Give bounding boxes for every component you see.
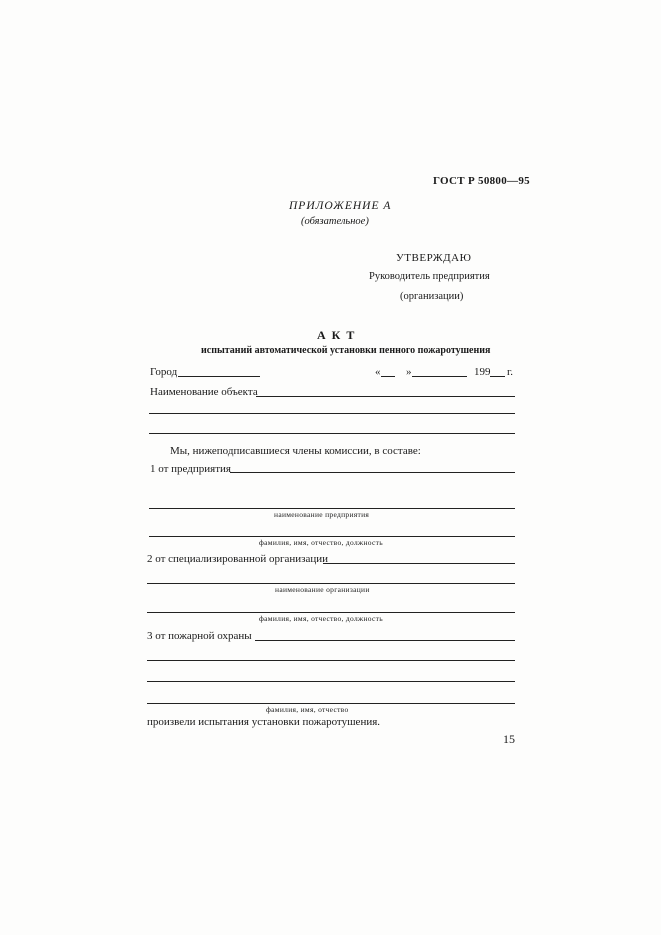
page-number: 15 xyxy=(503,732,515,746)
member1-field-line[interactable] xyxy=(230,472,515,473)
object-label: Наименование объекта xyxy=(150,386,258,398)
approval-heading: УТВЕРЖДАЮ xyxy=(396,252,472,264)
member2-field-line[interactable] xyxy=(323,563,515,564)
member2-person-line[interactable] xyxy=(147,612,515,613)
member3-caption-person: фамилия, имя, отчество xyxy=(266,705,349,714)
year-prefix: 199 xyxy=(474,366,491,378)
member3-person-line[interactable] xyxy=(147,703,515,704)
day-field-line[interactable] xyxy=(381,376,395,377)
member2-caption-name: наименование организации xyxy=(275,585,370,594)
act-title: АКТ xyxy=(317,328,361,342)
member1-caption-person: фамилия, имя, отчество, должность xyxy=(259,538,383,547)
member2-caption-person: фамилия, имя, отчество, должность xyxy=(259,614,383,623)
appendix-subtitle: (обязательное) xyxy=(301,216,369,227)
object-field-line-3[interactable] xyxy=(149,433,515,434)
member2-name-line[interactable] xyxy=(147,583,515,584)
approval-head: Руководитель предприятия xyxy=(369,271,490,282)
city-label: Город xyxy=(150,366,178,378)
year-suffix: г. xyxy=(507,366,514,378)
member3-field-line[interactable] xyxy=(255,640,515,641)
act-subtitle: испытаний автоматической установки пенного пожаротушения xyxy=(201,345,491,356)
commission-intro: Мы, нижеподписавшиеся члены комиссии, в составе: xyxy=(170,445,421,457)
standard-number: ГОСТ Р 50800—95 xyxy=(433,175,530,187)
object-field-line[interactable] xyxy=(256,396,515,397)
year-field-line[interactable] xyxy=(490,376,505,377)
member2-label: 2 от специализированной организации xyxy=(147,553,329,565)
approval-organization: (организации) xyxy=(400,291,464,302)
member1-caption-name: наименование предприятия xyxy=(274,510,370,519)
member1-label: 1 от предприятия xyxy=(150,463,231,475)
member3-line-3[interactable] xyxy=(147,681,515,682)
appendix-title: ПРИЛОЖЕНИЕ А xyxy=(289,200,392,212)
member3-line-2[interactable] xyxy=(147,660,515,661)
object-field-line-2[interactable] xyxy=(149,413,515,414)
month-field-line[interactable] xyxy=(412,376,467,377)
city-field-line[interactable] xyxy=(178,376,260,377)
date-close-quote: » xyxy=(406,366,412,378)
member3-label: 3 от пожарной охраны xyxy=(147,630,252,642)
closing-text: произвели испытания установки пожаротушения. xyxy=(147,716,381,728)
member1-name-line[interactable] xyxy=(149,508,515,509)
date-open-quote: « xyxy=(375,366,381,378)
member1-person-line[interactable] xyxy=(149,536,515,537)
